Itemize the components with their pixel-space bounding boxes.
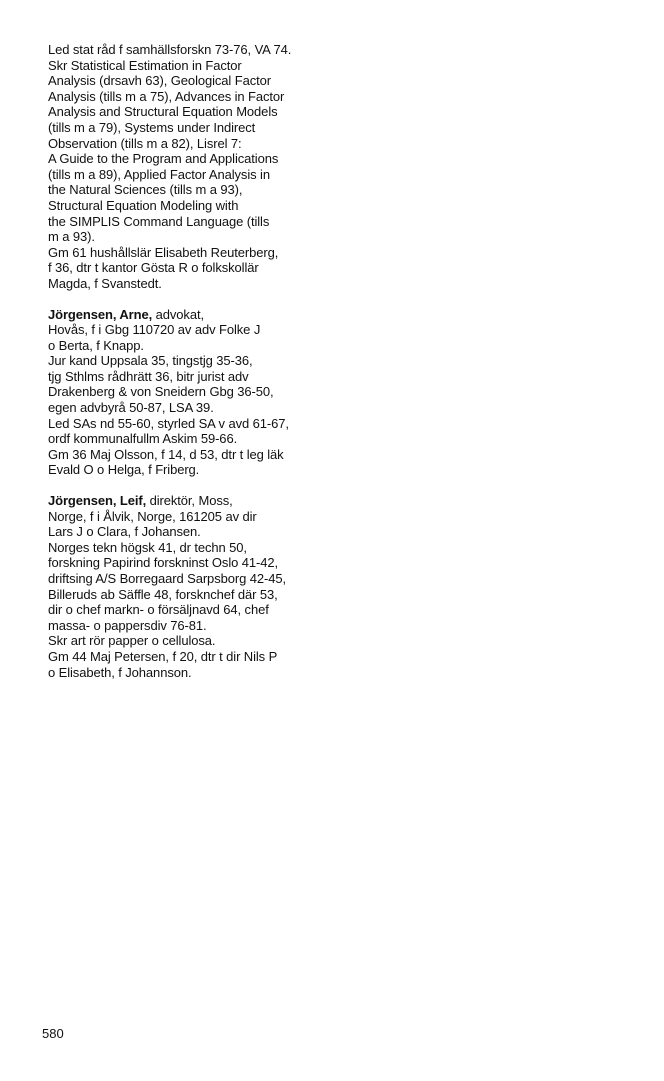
entry-line: Lars J o Clara, f Johansen. bbox=[48, 524, 201, 540]
entry-line: forskning Papirind forskninst Oslo 41-42, bbox=[48, 555, 279, 571]
entry-line: Structural Equation Modeling with bbox=[48, 197, 239, 213]
entry-line: Gm 61 hushållslär Elisabeth Reuterberg, bbox=[48, 244, 279, 260]
entry-line: Analysis (drsavh 63), Geological Factor bbox=[48, 73, 271, 89]
entry-name: Jörgensen, Arne, bbox=[48, 306, 153, 322]
entry-line: ordf kommunalfullm Askim 59-66. bbox=[48, 431, 238, 447]
entry-line: massa- o pappersdiv 76-81. bbox=[48, 617, 207, 633]
entry-line: Hovås, f i Gbg 110720 av adv Folke J bbox=[48, 322, 261, 338]
entry-line: Magda, f Svanstedt. bbox=[48, 275, 162, 291]
entry-line: tjg Sthlms rådhrätt 36, bitr jurist adv bbox=[48, 368, 249, 384]
entry-line: Norge, f i Ålvik, Norge, 161205 av dir bbox=[48, 508, 257, 524]
entry-heading-rest: advokat, bbox=[152, 306, 204, 322]
entry-heading-line bbox=[48, 307, 348, 323]
entry-name: Jörgensen, Leif, bbox=[48, 493, 147, 509]
entry-line: driftsing A/S Borregaard Sarpsborg 42-45, bbox=[48, 571, 286, 586]
entry-line: dir o chef markn- o försäljnavd 64, chef bbox=[48, 602, 269, 618]
entry-line: (tills m a 79), Systems under Indirect bbox=[48, 119, 256, 135]
entry-line: egen advbyrå 50-87, LSA 39. bbox=[48, 400, 214, 416]
entry-line: the SIMPLIS Command Language (tills bbox=[48, 213, 270, 229]
entry-line: o Berta, f Knapp. bbox=[48, 337, 144, 353]
entry-line: f 36, dtr t kantor Gösta R o folkskollär bbox=[48, 260, 259, 276]
entry-line: A Guide to the Program and Applications bbox=[48, 151, 279, 167]
entry-line: Led stat råd f samhällsforskn 73-76, VA 74. bbox=[48, 42, 292, 57]
entry-heading-line bbox=[48, 493, 348, 509]
entry-line: Skr art rör papper o cellulosa. bbox=[48, 633, 216, 649]
page-number: 580 bbox=[42, 1026, 64, 1041]
entry-line: Gm 44 Maj Petersen, f 20, dtr t dir Nils P bbox=[48, 648, 278, 664]
entry-line: Analysis and Structural Equation Models bbox=[48, 104, 278, 120]
entry-line: Skr Statistical Estimation in Factor bbox=[48, 57, 242, 73]
entry-line: Led SAs nd 55-60, styrled SA v avd 61-67, bbox=[48, 415, 289, 431]
entry-line: Billeruds ab Säffle 48, forsknchef där 53, bbox=[48, 586, 278, 602]
entry-heading-rest: direktör, Moss, bbox=[146, 493, 233, 509]
entry-jorgensen-arne bbox=[48, 307, 348, 479]
entry-line: o Elisabeth, f Johannson. bbox=[48, 664, 192, 680]
entry-continued bbox=[48, 42, 348, 292]
entry-line: (tills m a 89), Applied Factor Analysis in bbox=[48, 166, 270, 182]
entry-line: Evald O o Helga, f Friberg. bbox=[48, 462, 200, 478]
entry-line: Analysis (tills m a 75), Advances in Factor bbox=[48, 88, 285, 104]
text-column bbox=[48, 42, 348, 680]
entry-line: m a 93). bbox=[48, 229, 95, 245]
entry-line: Gm 36 Maj Olsson, f 14, d 53, dtr t leg läk bbox=[48, 446, 284, 462]
entry-line: Norges tekn högsk 41, dr techn 50, bbox=[48, 539, 247, 555]
entry-jorgensen-leif bbox=[48, 493, 348, 680]
entry-line: the Natural Sciences (tills m a 93), bbox=[48, 182, 243, 198]
entry-line: Jur kand Uppsala 35, tingstjg 35-36, bbox=[48, 353, 253, 369]
entry-line: Drakenberg & von Sneidern Gbg 36-50, bbox=[48, 384, 274, 400]
entry-line: Observation (tills m a 82), Lisrel 7: bbox=[48, 135, 242, 151]
